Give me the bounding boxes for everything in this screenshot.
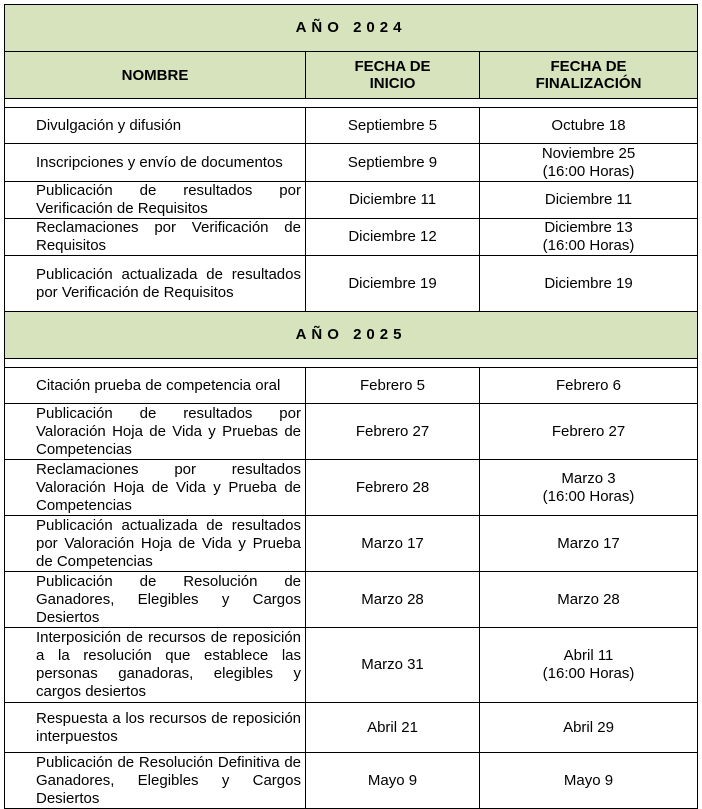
end-date-value: Marzo 3: [561, 469, 616, 487]
activity-name: Publicación de Resolución de Ganadores, Elegibles y Cargos Desiertos: [5, 572, 306, 628]
end-date-value: Diciembre 11: [544, 191, 633, 208]
table-row: [5, 628, 698, 703]
spacer-row: [5, 99, 698, 108]
end-date: [480, 256, 698, 312]
end-date: [480, 368, 698, 404]
header-fin-line1: FECHA DE: [550, 58, 627, 75]
activity-name: Inscripciones y envío de documentos: [5, 144, 306, 182]
end-date-value: Noviembre 25: [541, 144, 636, 162]
start-date: Marzo 31: [306, 628, 480, 703]
activity-name: Interposición de recursos de reposición a la resolución que establece las personas ganadoras, elegibles y cargos desiertos: [5, 628, 306, 703]
table-row: [5, 182, 698, 219]
activity-name: Publicación de Resolución Definitiva de Ganadores, Elegibles y Cargos Desiertos: [5, 753, 306, 809]
activity-name: Reclamaciones por Verificación de Requisitos: [5, 219, 306, 256]
end-date-value: Mayo 9: [563, 771, 614, 789]
end-date-note: (16:00 Horas): [542, 162, 635, 180]
activity-name: Divulgación y difusión: [5, 108, 306, 144]
end-date-value: Diciembre 19: [544, 274, 633, 292]
end-date-value: Febrero 27: [551, 422, 626, 440]
end-date-value: Febrero 6: [555, 376, 622, 394]
table-row: [5, 256, 698, 312]
end-date: [480, 628, 698, 703]
table-row: [5, 404, 698, 460]
start-date: Marzo 17: [306, 516, 480, 572]
header-fin-line2: FINALIZACIÓN: [535, 75, 642, 92]
start-date: Diciembre 19: [306, 256, 480, 312]
column-header-row: [5, 52, 698, 99]
table-row: [5, 460, 698, 516]
end-date: [480, 572, 698, 628]
table-row: [5, 516, 698, 572]
end-date-value: Octubre 18: [551, 116, 626, 134]
schedule-table: [4, 4, 698, 809]
table-row: [5, 144, 698, 182]
activity-name: Respuesta a los recursos de reposición interpuestos: [5, 703, 306, 753]
start-date: Diciembre 11: [306, 182, 480, 219]
end-date: [480, 182, 698, 219]
start-date: Febrero 5: [306, 368, 480, 404]
end-date-note: (16:00 Horas): [542, 237, 635, 254]
end-date: [480, 516, 698, 572]
end-date: [480, 404, 698, 460]
start-date: Septiembre 9: [306, 144, 480, 182]
table-row: [5, 753, 698, 809]
start-date: Febrero 27: [306, 404, 480, 460]
end-date: [480, 108, 698, 144]
end-date: [480, 460, 698, 516]
end-date: [480, 219, 698, 256]
spacer-row: [5, 359, 698, 368]
end-date-note: (16:00 Horas): [542, 665, 635, 682]
table-row: [5, 219, 698, 256]
activity-name: Citación prueba de competencia oral: [5, 368, 306, 404]
activity-name: Reclamaciones por resultados Valoración Hoja de Vida y Prueba de Competencias: [5, 460, 306, 516]
header-nombre: NOMBRE: [5, 52, 306, 99]
end-date: [480, 753, 698, 809]
end-date-value: Marzo 17: [557, 534, 620, 552]
start-date: Diciembre 12: [306, 219, 480, 256]
activity-name: Publicación de resultados por Valoración Hoja de Vida y Pruebas de Competencias: [5, 404, 306, 460]
activity-name: Publicación de resultados por Verificación de Requisitos: [5, 182, 306, 219]
header-fecha-finalizacion: [480, 52, 698, 99]
end-date-note: (16:00 Horas): [542, 487, 635, 505]
year-2024-heading: AÑO 2024: [5, 5, 698, 52]
activity-name: Publicación actualizada de resultados por Valoración Hoja de Vida y Prueba de Competencias: [5, 516, 306, 572]
end-date-value: Abril 29: [563, 718, 614, 736]
end-date: [480, 703, 698, 753]
activity-name: Publicación actualizada de resultados por Verificación de Requisitos: [5, 256, 306, 312]
header-fecha-inicio: [306, 52, 480, 99]
start-date: Mayo 9: [306, 753, 480, 809]
start-date: Abril 21: [306, 703, 480, 753]
year-2025-heading: AÑO 2025: [5, 312, 698, 359]
table-row: [5, 572, 698, 628]
start-date: Marzo 28: [306, 572, 480, 628]
end-date: [480, 144, 698, 182]
end-date-value: Marzo 28: [557, 590, 620, 608]
header-inicio-line2: INICIO: [369, 75, 416, 92]
end-date-value: Abril 11: [563, 647, 614, 664]
start-date: Septiembre 5: [306, 108, 480, 144]
table-row: [5, 703, 698, 753]
table-row: [5, 108, 698, 144]
start-date: Febrero 28: [306, 460, 480, 516]
header-inicio-line1: FECHA DE: [354, 58, 431, 75]
table-row: [5, 368, 698, 404]
end-date-value: Diciembre 13: [544, 219, 633, 236]
